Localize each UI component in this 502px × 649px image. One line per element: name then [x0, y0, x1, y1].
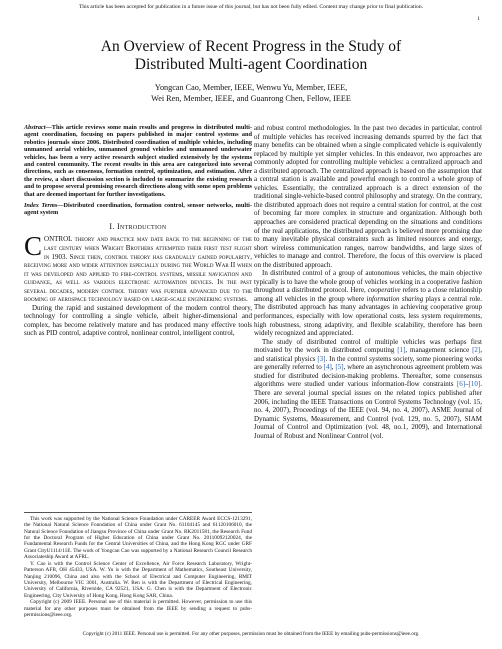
p3-text-g: – — [465, 380, 469, 389]
intro-paragraph-2: During the rapid and sustained development of the modern control theory, technology for controlling a single vehicle, albeit higher-dimensional and complex, has become relatively mature and has produced many effective tools such as PID control, adaptive control, nonlinear control, intelligent control, — [24, 303, 252, 338]
p2-text-a: In distributed control of a group of autonomous vehicles, the main objective typically is to have the whole group of vehicles working in a cooperative fashion throughout a distributed protocol. Here, — [254, 269, 482, 295]
p2-text-c: plays a central role. The distributed approach has many advantages in achieving cooperative group performances, especially with low operational costs, less system requirements, high robustness, strong adaptivity, and flexible scalability, therefore has been widely recognized and appreciated. — [254, 294, 482, 338]
citation-link[interactable]: [3] — [317, 354, 326, 363]
p3-text-h: . There are several journal special issues on the related topics published after 2006, including the IEEE Transactions on Control Systems Technology (vol. 15, no. 4, 2007), Proceedings of the IEEE (vol. 94, no. 4, 2007), ASME Journal of Dynamic Systems, Measurement, and Control (vol. 129, no. 5, 2007), SIAM Journal of Control and Optimization (vol. 48, no.1, 2009), and International Journal of Robust and Nonlinear Control (vol. — [254, 380, 482, 440]
footnotes — [24, 512, 252, 619]
authors-line-2: Wei Ren, Member, IEEE, and Guanrong Chen, Fellow, IEEE — [151, 93, 351, 103]
citation-link[interactable]: [2] — [472, 346, 481, 355]
p3-text-c: , and statistical physics — [254, 346, 482, 363]
body-paragraph-2 — [254, 269, 482, 337]
title-line-2: Distributed Multi-agent Coordination — [134, 56, 368, 73]
citation-link[interactable]: [1] — [397, 346, 406, 355]
citation-link[interactable]: [10] — [468, 380, 481, 389]
p3-text-a: The study of distributed control of multiple vehicles was perhaps first motivated by the work in distributed computing — [254, 337, 482, 355]
intro-paragraph-1-text: ONTROL theory and practice may date back to the beginning of the last century when Wright Brothers attempted their first test flight in 1903. Since then, control theory has gradually gained popularity, receiving more and wider attention especially during the World War II when it was developed and applied to fire-control systems, missile navigation and guidance, as well as various electronic automation devices. In the past several decades, modern control theory was further advanced due to the booming of aerospace technology based on large-scale engineering systems. — [24, 235, 252, 304]
copyright-footer: Copyright (c) 2011 IEEE. Personal use is permitted. For any other purposes, permission must be obtained from the IEEE by emailing pubs-permissions@ieee.org. — [82, 631, 420, 637]
author-list — [0, 83, 502, 104]
p3-text-d: . In the control systems society, some pioneering works are generally referred to — [254, 354, 482, 372]
citation-link[interactable]: [6] — [456, 380, 466, 389]
abstract — [24, 124, 252, 198]
intro-paragraph-1 — [24, 231, 252, 304]
citation-link[interactable]: [4] — [323, 363, 332, 372]
p3-text-b: , management science — [405, 346, 473, 355]
right-column — [254, 124, 482, 440]
footnote-affiliations: Y. Cao is with the Control Science Center of Excellence, Air Force Research Laboratory, Wright-Patterson AFB, OH 45433, USA. W. Yu is with the Department of Mathematics, Southeast University, Nanjing 210096, China and also with the School of Electrical and Computer Engineering, RMIT University, Melbourne VIC 3001, Australia. W. Ren is with the Department of Electrical Engineering, University of California, Riverside, CA 92521, USA. G. Chen is with the Department of Electronic Engineering, City University of Hong Kong, Hong Kong SAR, China. — [24, 560, 252, 599]
p2-emphasis-cooperative: cooperative — [367, 286, 401, 295]
p2-text-b: refers to a close relationship among all vehicles in the group where — [254, 286, 482, 303]
publication-notice: This article has been accepted for publication in a future issue of this journal, but has not been fully edited. Content may change prior to final publication. — [78, 4, 424, 10]
p2-emphasis-information-sharing: information sharing — [366, 294, 424, 303]
index-terms-text: —Distributed coordination, formation control, sensor networks, multi-agent system — [24, 202, 252, 217]
drop-cap: C — [24, 231, 43, 262]
index-terms-label: Index Terms — [24, 202, 58, 210]
body-paragraph-3 — [254, 338, 482, 441]
abstract-text: —This article reviews some main results and progress in distributed multi-agent coordination, focusing on papers published in major control systems and robotics journals since 2006. Distributed coordination of multiple vehicles, including unmanned aerial vehicles, unmanned ground vehicles and unmanned underwater vehicles, has been a very active research subject studied extensively by the systems and control community. The recent results in this area are categorized into several directions, such as consensus, formation control, optimization, and estimation. After the review, a short discussion section is included to summarize the existing research and to propose several promising research directions along with some open problems that are deemed important for further investigations. — [24, 124, 252, 198]
paper-title — [0, 38, 502, 74]
footnote-funding: This work was supported by the National Science Foundation under CAREER Award ECCS-1213291, the National Natural Science Foundation of China under Grant No. 61104145 and 61120106010, the Natural Science Foundation of Jiangsu Province of China under Grant No. BK2011581, the Research Fund for the Doctoral Program of Higher Education of China under Grant No. 20110092120024, the Fundamental Research Funds for the Central Universities of China, and the Hong Kong RGC under GRF Grant CityU1114/11E. The work of Yongcan Cao was supported by a National Research Council Research Associateship Award at AFRL. — [24, 516, 252, 561]
p3-text-f: , where an asynchronous agreement problem was studied for distributed decision-making problems. Thereafter, some consensus algorithms were studied under various information-flow constraints — [254, 363, 483, 389]
authors-line-1: Yongcan Cao, Member, IEEE, Wenwu Yu, Member, IEEE, — [154, 83, 348, 92]
footnote-copyright: Copyright (c) 2009 IEEE. Personal use of this material is permitted. However, permission to use this material for any other purposes must be obtained from the IEEE by sending a request to pubs-permissions@ieee.org. — [24, 599, 252, 619]
body-paragraph-1: and robust control methodologies. In the past two decades in particular, control of multiple vehicles has received increasing demands spurred by the fact that many benefits can be obtained when a single complicated vehicle is equivalently replaced by multiple yet simpler vehicles. In this endeavor, two approaches are commonly adopted for controlling multiple vehicles: a centralized approach and a distributed approach. The centralized approach is based on the assumption that a central station is available and powerful enough to control a whole group of vehicles. Essentially, the centralized approach is a direct extension of the traditional single-vehicle-based control philosophy and strategy. On the contrary, the distributed approach does not require a central station for control, at the cost of becoming far more complex in structure and organization. Although both approaches are considered practical depending on the situations and conditions of the real applications, the distributed approach is believed more promising due to many inevitable physical constraints such as limited resources and energy, short wireless communication ranges, narrow bandwidths, and large sizes of vehicles to manage and control. Therefore, the focus of this overview is placed on the distributed approach. — [254, 124, 482, 269]
left-column — [24, 124, 252, 338]
index-terms — [24, 202, 252, 217]
abstract-label: Abstract — [24, 124, 46, 131]
page-number: 1 — [477, 16, 480, 22]
title-line-1: An Overview of Recent Progress in the Study of — [100, 38, 402, 55]
p3-text-e: , — [331, 363, 336, 372]
section-heading-introduction: I. Introduction — [109, 221, 167, 231]
citation-link[interactable]: [5] — [335, 363, 344, 372]
